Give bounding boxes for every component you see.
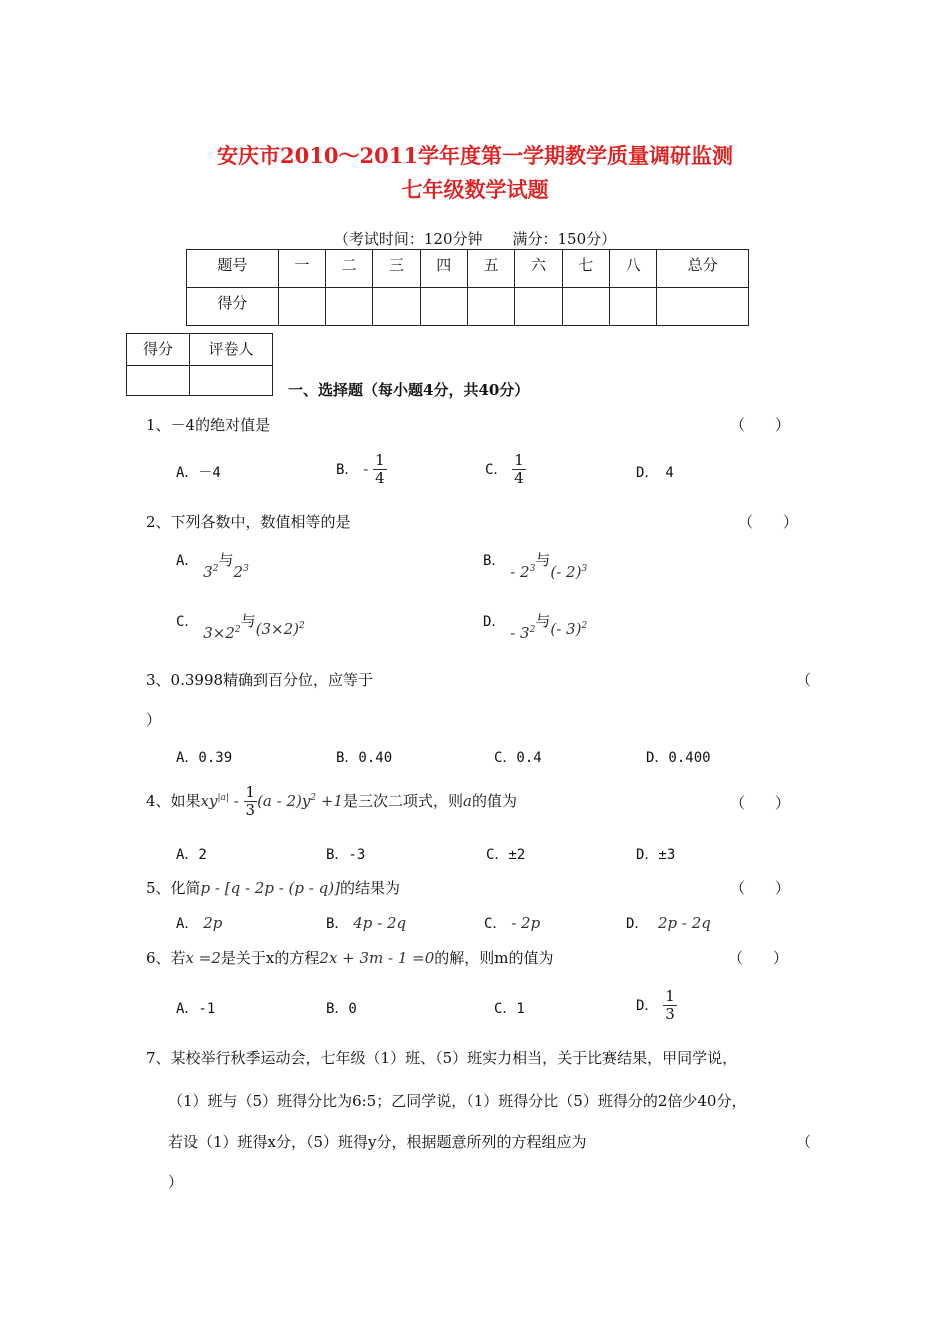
score-header: 总分 [657,250,749,288]
score-header: 题号 [187,250,279,288]
q5-option-b: B． 4p - 2q [326,914,407,932]
q4-option-d: D．±3 [636,847,676,863]
q6-option-b: B．0 [326,1001,357,1017]
q1-option-c: C． $\frac{1}{4}$ [485,451,524,488]
q7-line-1: 7、某校举行秋季运动会，七年级（1）班、（5）班实力相当，关于比赛结果，甲同学说， [146,1049,738,1067]
q7-line-2: （1）班与（5）班得分比为6:5；乙同学说，（1）班得分比（5）班得分的2倍少40分， [168,1092,747,1110]
score-header: 七 [562,250,609,288]
q7-line-3: 若设（1）班得x分，（5）班得y分，根据题意所列的方程组应为 [168,1133,587,1151]
q4-option-c: C．±2 [486,847,526,863]
grader-score-label: 得分 [127,334,190,366]
q5-stem: 5、化简p - [q - 2p - (p - q)]的结果为 [146,879,400,897]
q6-stem: 6、若x =2是关于x的方程2x + 3m - 1 =0的解，则m的值为 [146,949,554,967]
q6-option-a: A．-1 [176,1001,216,1017]
q1-option-a: A．－4 [176,465,221,481]
q5-option-c: C． - 2p [484,914,541,932]
q1-answer-paren: （ ） [730,416,791,434]
q5-answer-paren: （ ） [730,879,791,897]
q3-option-c: C．0.4 [494,750,542,766]
q6-option-c: C．1 [494,1001,525,1017]
score-header: 八 [609,250,656,288]
score-cell [420,288,467,326]
score-cell [325,288,372,326]
score-header: 四 [420,250,467,288]
score-header: 一 [278,250,325,288]
title-line-1: 安庆市2010～2011学年度第一学期教学质量调研监测 [217,143,733,168]
q2-stem: 2、下列各数中，数值相等的是 [146,513,351,531]
section-1-heading: 一、选择题（每小题4分，共40分） [288,381,530,399]
q7-paren-open: （ [796,1133,812,1151]
grader-cell [190,366,273,396]
q4-option-a: A．2 [176,847,207,863]
score-cell [657,288,749,326]
score-table [186,249,749,326]
q4-option-b: B．-3 [326,847,366,863]
score-header: 六 [515,250,562,288]
grader-table [126,333,273,396]
score-header: 二 [325,250,372,288]
q3-paren-close: ） [146,711,162,729]
q3-stem: 3、0.3998精确到百分位，应等于 [146,671,374,689]
grader-cell [127,366,190,396]
title-line-2: 七年级数学试题 [401,177,549,202]
score-cell [278,288,325,326]
score-cell [515,288,562,326]
q3-option-b: B．0.40 [336,750,393,766]
q4-stem: 4、如果$xy^{|a|}$ - $\frac{1}{3}$ $(a - 2)y^2 +1$是三次二项式，则a的值为 [146,783,517,820]
q2-option-b: B． - $2^3$与(- 2)$^3$ [483,551,588,581]
score-cell [467,288,514,326]
q7-paren-close: ） [168,1173,184,1191]
score-header: 五 [467,250,514,288]
q3-paren-open: （ [796,671,812,689]
score-cell [562,288,609,326]
q6-answer-paren: （ ） [728,949,789,967]
grader-name-label: 评卷人 [190,334,273,366]
q2-option-a: A． $3^2$与$2^3$ [176,551,249,581]
score-row-label: 得分 [187,288,279,326]
exam-info: （考试时间：120分钟 满分：150分） [333,230,617,248]
q4-answer-paren: （ ） [730,794,791,812]
q6-option-d: D． $\frac{1}{3}$ [636,987,675,1024]
q3-option-a: A．0.39 [176,750,233,766]
q3-option-d: D．0.400 [646,750,711,766]
q5-option-a: A． 2p [176,914,223,932]
q1-stem: 1、－4的绝对值是 [146,416,271,434]
q1-option-b: B． - $\frac{1}{4}$ [336,451,385,488]
score-header: 三 [373,250,420,288]
q5-option-d: D． 2p - 2q [626,914,711,932]
q2-option-c: C． $3\times 2^2$与$(3\times 2)^2$ [176,612,305,642]
score-cell [373,288,420,326]
score-cell [609,288,656,326]
q2-option-d: D． - $3^2$与(- 3)$^2$ [483,612,588,642]
q2-answer-paren: （ ） [738,513,799,531]
q1-option-d: D． 4 [636,465,674,481]
